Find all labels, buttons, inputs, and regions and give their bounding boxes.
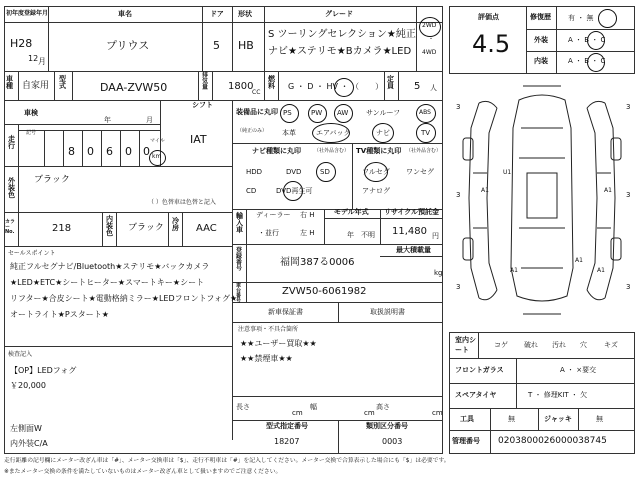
new-car-warranty: 新車保証書 [268,308,303,316]
inspector-line-5: 内外装C/A [10,439,48,448]
diagram-mark-3: 3 [456,191,461,199]
drive-2wd: 2WD [422,22,437,29]
fuel-options: G ・ D ・ HV ・ （ ） [288,82,384,91]
height-label: 高さ [376,403,390,411]
seat-stain: 汚れ [552,341,566,349]
grade-line-1: S ツーリングセレクション★純正 [268,29,416,40]
inspection-label: 車検 [24,109,38,117]
equip-navi: ナビ [376,129,390,137]
record-label: 記号 [26,130,37,136]
mileage-digit-5: 0 [143,145,150,158]
color-no-label: カラーNo. [5,219,16,235]
model-year-label: モデル年式 [334,208,369,216]
mile-unit: マイル [150,138,165,144]
import-parallel: ・並行 [258,229,279,237]
diagram-mark-2: 3 [626,103,631,111]
inspector-label: 検査記入 [8,351,33,358]
tv-oneseg: ワンセグ [406,168,434,176]
width-label: 幅 [310,403,317,411]
navi-dvd-play: DVD再生可 [276,187,313,195]
owner-manual: 取扱説明書 [370,308,405,316]
navi-cd: CD [246,187,257,195]
ac-label: 冷房 [172,217,179,232]
interior-color-label: 内装色 [106,215,113,237]
repair-history-label: 修復歴 [530,13,551,21]
exterior-color: ブラック [34,175,70,185]
displacement: 1800 [228,81,254,92]
sales-points-label: セールスポイント [8,250,56,257]
width-unit: cm [364,409,375,417]
mileage-side-label: 走行 [8,135,15,150]
import-dealer: ディーラー [256,211,291,219]
equip-leather: 本革 [282,129,296,137]
grade-line-2: ナビ★ステリモ★Bカメラ★LED [268,46,412,57]
diagram-mark-a1-3: A1 [575,257,583,264]
class-label: 類別区分番号 [366,422,408,430]
tools-label: 工具 [460,415,474,423]
mileage-digit-1: 8 [68,145,75,158]
equip-pw: PW [311,109,323,117]
displacement-label: 排気量 [202,72,209,91]
exterior-b-circle [587,31,605,50]
sales-point-line-2: ★LED★ETC★シートヒーター★スマートキー★シート [10,278,205,287]
equip-tv: TV [421,129,431,137]
registration-number: 福岡387る0006 [280,257,355,268]
grade-label: グレード [325,10,353,18]
max-load-label: 最大積載量 [396,246,431,254]
import-left: 左 H [300,229,315,237]
diagram-mark-1: 3 [456,103,461,111]
equip-ps: PS [283,109,292,117]
navi-sub: （社外品含む） [314,148,350,154]
tv-analog: アナログ [362,187,390,195]
inspector-line-2: ￥20,000 [10,381,46,390]
model-year-unit: 年 不明 [347,231,375,239]
capacity: 5 [414,81,421,92]
shape-label: 形状 [238,10,252,18]
exterior-color-label: 外装色 [8,177,15,199]
interior-b-circle [587,53,605,72]
notes-line-2: ★★禁煙車★★ [240,354,293,363]
chassis-number: ZVW50-6061982 [282,286,367,297]
model-label: 型式 [59,75,66,90]
seat-label: 室内シート [455,336,476,354]
length-label: 長さ [236,403,250,411]
exterior-grade-label: 外装 [534,36,548,44]
diagram-mark-a1-4: A1 [510,267,518,274]
car-name-label: 車名 [118,10,132,18]
first-reg-month: 12 [28,54,39,63]
chassis-label: 車台番号 [236,283,242,304]
shift-type: IAT [190,133,207,146]
score-label: 評価点 [478,13,499,21]
management-number: 0203800026000038745 [498,436,607,446]
car-damage-diagram [449,78,635,328]
tv-sub: （社外品含む） [406,148,442,154]
inspection-month-unit: 月 [146,116,153,124]
import-right: 右 H [300,211,315,219]
evaluation-score: 4.5 [472,30,511,58]
car-name: プリウス [106,39,150,52]
sales-point-line-3: リフター★合皮シート★電動格納ミラー★LEDフロントフォグ★ [10,294,238,303]
diagram-mark-4: 3 [626,191,631,199]
color-no: 218 [52,223,72,234]
exterior-grade: A ・ B ・ C [568,36,606,44]
diagram-mark-5: 3 [456,283,461,291]
shift-label: シフト [192,101,213,109]
color-change-note: （ ）色替車は色替と記入 [148,199,216,206]
notes-label: 注意事項・不具合箇所 [238,326,299,333]
equip-aw: AW [337,109,349,117]
length-unit: cm [292,409,303,417]
sales-point-line-4: オートライト★Pスタート★ [10,310,109,319]
cc-unit: CC [252,89,261,96]
inspector-line-4: 左側面W [10,424,42,433]
recycle-label: リサイクル預託金 [384,208,440,216]
capacity-unit: 人 [430,84,437,92]
capacity-label: 定員 [387,75,394,90]
seat-burn: コゲ [494,341,508,349]
car-category: 自家用 [22,81,50,91]
type-designation-label: 型式指定番号 [266,422,308,430]
first-reg-month-unit: 月 [38,57,46,66]
seat-tear: 破れ [524,341,538,349]
diagram-mark-a1-1: A1 [481,187,489,194]
interior-color: ブラック [128,223,164,233]
first-reg-year: H28 [10,37,33,50]
mileage-digit-2: 0 [87,145,94,158]
management-label: 管理番号 [452,437,480,445]
type-designation: 18207 [274,437,300,446]
height-unit: cm [432,409,443,417]
first-reg-label: 初年度登録年月 [6,10,49,17]
car-category-label: 車種 [6,75,13,90]
navi-sd: SD [320,168,330,176]
navi-dvd: DVD [286,168,302,176]
seat-scratch: キズ [604,341,618,349]
recycle-fee: 11,480 [392,226,427,237]
footer-note-1: 走行距離の記号欄にメーター改ざん車は「#」、メーター交換車は「$」、走行不明車は「#」を記入してください。メーター交換で合算表示した場合にも「$」は必要です。 [4,458,450,464]
windshield-status: A ・ ×要交 [560,366,597,374]
repair-history: 有 ・ 無 [568,14,594,22]
interior-grade-label: 内装 [534,57,548,65]
fuel-label: 燃料 [268,75,275,90]
class-number: 0003 [382,437,403,446]
diagram-mark-a1-5: A1 [597,267,605,274]
diagram-mark-u1: U1 [503,169,512,176]
navi-label: ナビ種類に丸印 [252,147,301,155]
footer-note-2: ※またメーター交換の条件を満たしていないものはメーター改ざん車として扱いますのでご注意ください。 [4,469,282,475]
jack-value: 無 [596,415,603,423]
equipment-sub: （純正のみ） [237,128,268,134]
door-label: ドア [210,10,224,18]
km-unit: km [152,153,162,160]
mileage-digit-4: 0 [125,145,132,158]
equipment-label: 装備品に丸印 [236,108,278,116]
drive-dot: ・ [428,36,435,43]
navi-hdd: HDD [246,168,263,176]
tv-label: TV種類に丸印 [356,147,402,155]
equip-sunroof: サンルーフ [366,109,401,117]
body-shape: HB [238,39,254,52]
repair-none-circle [598,9,617,28]
diagram-mark-6: 3 [626,283,631,291]
spare-tire-label: スペアタイヤ [455,391,497,399]
inspector-line-1: 【OP】LEDフォグ [10,366,77,375]
seat-hole: 穴 [580,341,587,349]
max-load-unit: kg [434,269,443,277]
spare-tire-status: T ・ 修理KIT ・ 欠 [528,391,588,399]
jack-label: ジャッキ [544,415,572,423]
registration-label: 登録番号 [236,247,243,272]
import-label: 輸入車 [236,212,243,234]
drive-4wd: 4WD [422,49,437,56]
fuel-hv-circle [334,78,354,97]
mileage-digit-3: 6 [106,145,113,158]
recycle-yen: 円 [432,232,439,240]
model-code: DAA-ZVW50 [100,81,168,94]
diagram-mark-a1-2: A1 [604,187,612,194]
tools-value: 無 [508,415,515,423]
tv-fullseg: フルセグ [362,168,390,176]
equip-abs: ABS [419,109,431,116]
windshield-label: フロントガラス [455,366,504,374]
ac-type: AAC [196,223,217,234]
interior-grade: A ・ B ・ C [568,57,606,65]
door-count: 5 [213,39,220,52]
sales-point-line-1: 純正フルセグナビ/Bluetooth★ステリモ★バックカメラ [10,262,210,271]
inspection-year-unit: 年 [104,116,111,124]
notes-line-1: ★★ユーザー買取★★ [240,339,317,348]
equip-airbag: エアバック [316,129,351,137]
